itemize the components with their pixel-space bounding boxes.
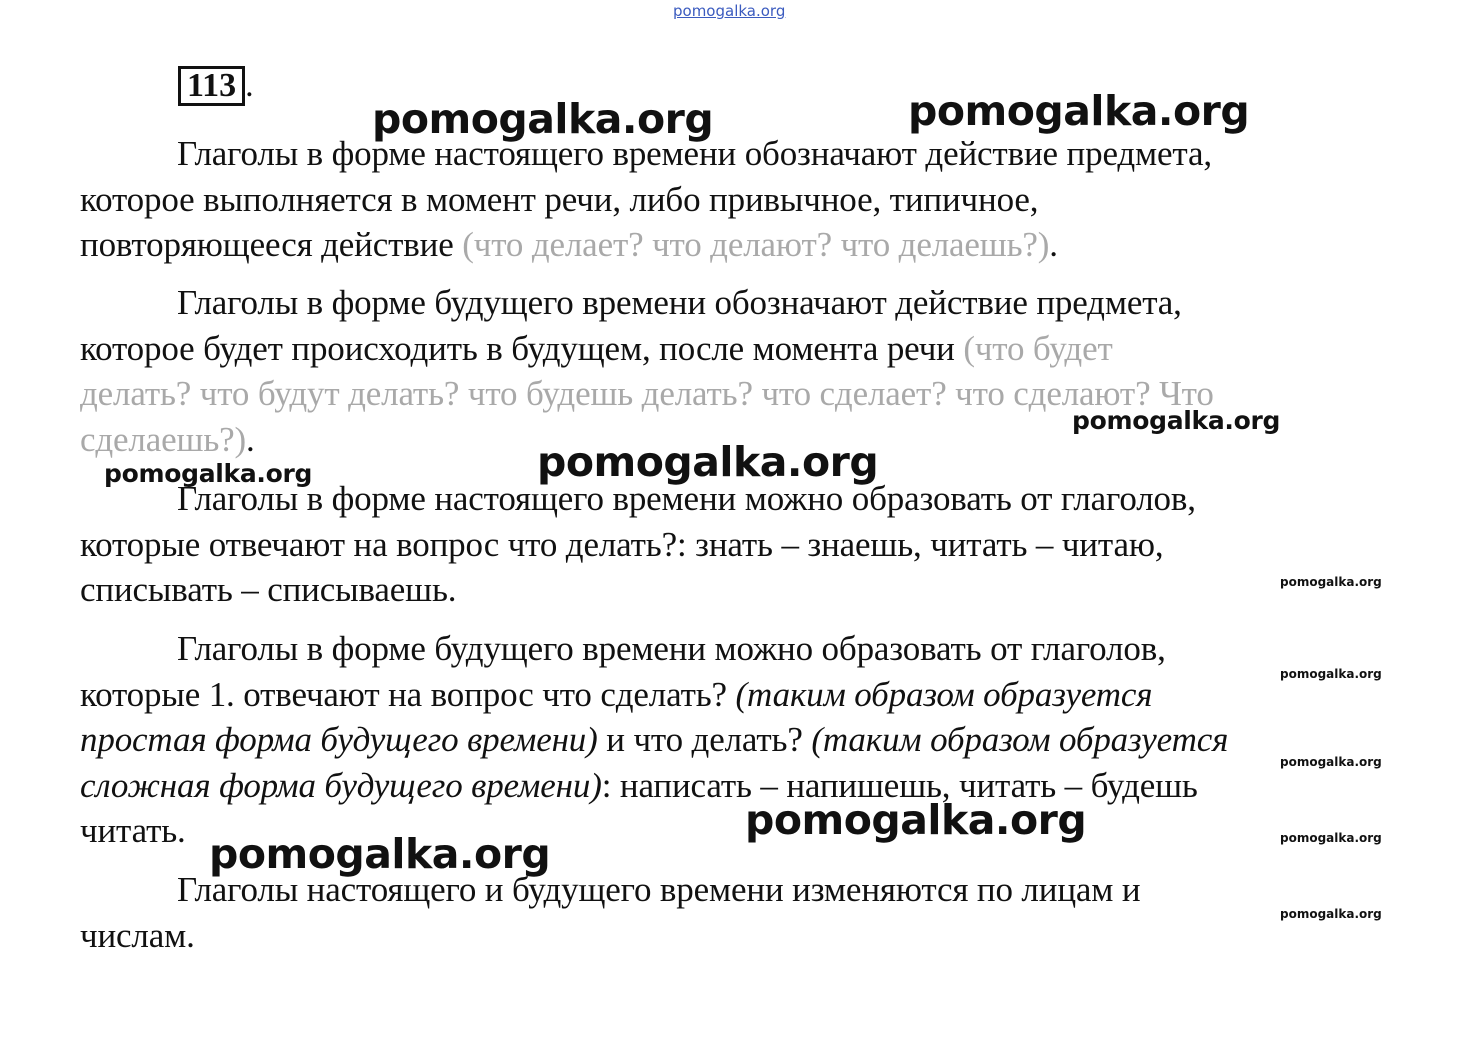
watermark: pomogalka.org — [745, 796, 1087, 844]
paragraph-4 — [80, 626, 1380, 854]
paragraph-5-line-2: числам. — [80, 915, 195, 955]
paragraph-4-italic-d: сложная форма будущего времени) — [80, 765, 602, 805]
paragraph-2-line-2-text: которое будет происходить в будущем, после момента речи — [80, 328, 964, 368]
paragraph-1-questions: (что делает? что делают? что делаешь?) — [462, 225, 1050, 264]
watermark: pomogalka.org — [1280, 907, 1382, 921]
watermark: pomogalka.org — [1280, 667, 1382, 681]
watermark: pomogalka.org — [1280, 755, 1382, 769]
paragraph-2-questions-a: (что будет — [963, 328, 1113, 368]
paragraph-4-line-4 — [80, 763, 1380, 809]
paragraph-4-italic-a: (таким образом образуется — [735, 674, 1153, 714]
paragraph-1-line-1: Глаголы в форме настоящего времени обозначают действие предмета, — [177, 134, 1212, 173]
paragraph-4-line-1: Глаголы в форме будущего времени можно образовать от глаголов, — [177, 629, 1166, 668]
paragraph-4-line-3-text: и что делать? — [597, 720, 812, 759]
paragraph-4-line-4-text: : написать – напишешь, читать – будешь — [601, 765, 1198, 805]
paragraph-4-italic-b: простая форма будущего времени) — [80, 720, 598, 759]
paragraph-3-line-2: которые отвечают на вопрос что делать?: знать – знаешь, читать – читаю, — [80, 524, 1164, 564]
exercise-number-box: 113 — [178, 66, 245, 106]
paragraph-5 — [80, 867, 1380, 958]
watermark: pomogalka.org — [908, 87, 1250, 135]
paragraph-1-line-3-text: повторяющееся действие — [80, 225, 463, 264]
paragraph-1 — [80, 131, 1380, 268]
paragraph-2-questions-b: делать? что будут делать? что будешь делать? что сделает? что сделают? Что — [80, 374, 1214, 413]
paragraph-4-line-3 — [80, 717, 1380, 763]
paragraph-3 — [80, 476, 1380, 613]
header-link[interactable]: pomogalka.org — [673, 2, 786, 20]
paragraph-2-line-1: Глаголы в форме будущего времени обозначают действие предмета, — [177, 283, 1182, 322]
paragraph-2-questions-c: сделаешь?) — [80, 419, 247, 459]
paragraph-4-line-5: читать. — [80, 811, 186, 850]
paragraph-3-line-3: списывать – списываешь. — [80, 570, 457, 609]
watermark: pomogalka.org — [537, 438, 879, 486]
paragraph-2-end: . — [246, 419, 255, 459]
watermark: pomogalka.org — [372, 95, 714, 143]
watermark: pomogalka.org — [104, 459, 313, 488]
paragraph-5-line-1: Глаголы настоящего и будущего времени изменяются по лицам и — [177, 870, 1141, 909]
paragraph-1-line-2: которое выполняется в момент речи, либо привычное, типичное, — [80, 179, 1039, 219]
watermark: pomogalka.org — [1280, 831, 1382, 845]
exercise-number-dot: . — [245, 67, 254, 104]
paragraph-4-line-2 — [80, 672, 1380, 718]
paragraph-1-line-3 — [80, 222, 1380, 268]
paragraph-4-italic-c: (таким образом образуется — [811, 720, 1229, 759]
paragraph-2-line-2 — [80, 326, 1380, 372]
watermark: pomogalka.org — [1072, 406, 1281, 435]
paragraph-3-line-1: Глаголы в форме настоящего времени можно образовать от глаголов, — [177, 479, 1196, 518]
paragraph-4-line-2-text: которые 1. отвечают на вопрос что сделать? — [80, 674, 736, 714]
watermark: pomogalka.org — [209, 830, 551, 878]
exercise-number — [178, 66, 254, 106]
paragraph-1-end: . — [1049, 225, 1058, 264]
watermark: pomogalka.org — [1280, 575, 1382, 589]
